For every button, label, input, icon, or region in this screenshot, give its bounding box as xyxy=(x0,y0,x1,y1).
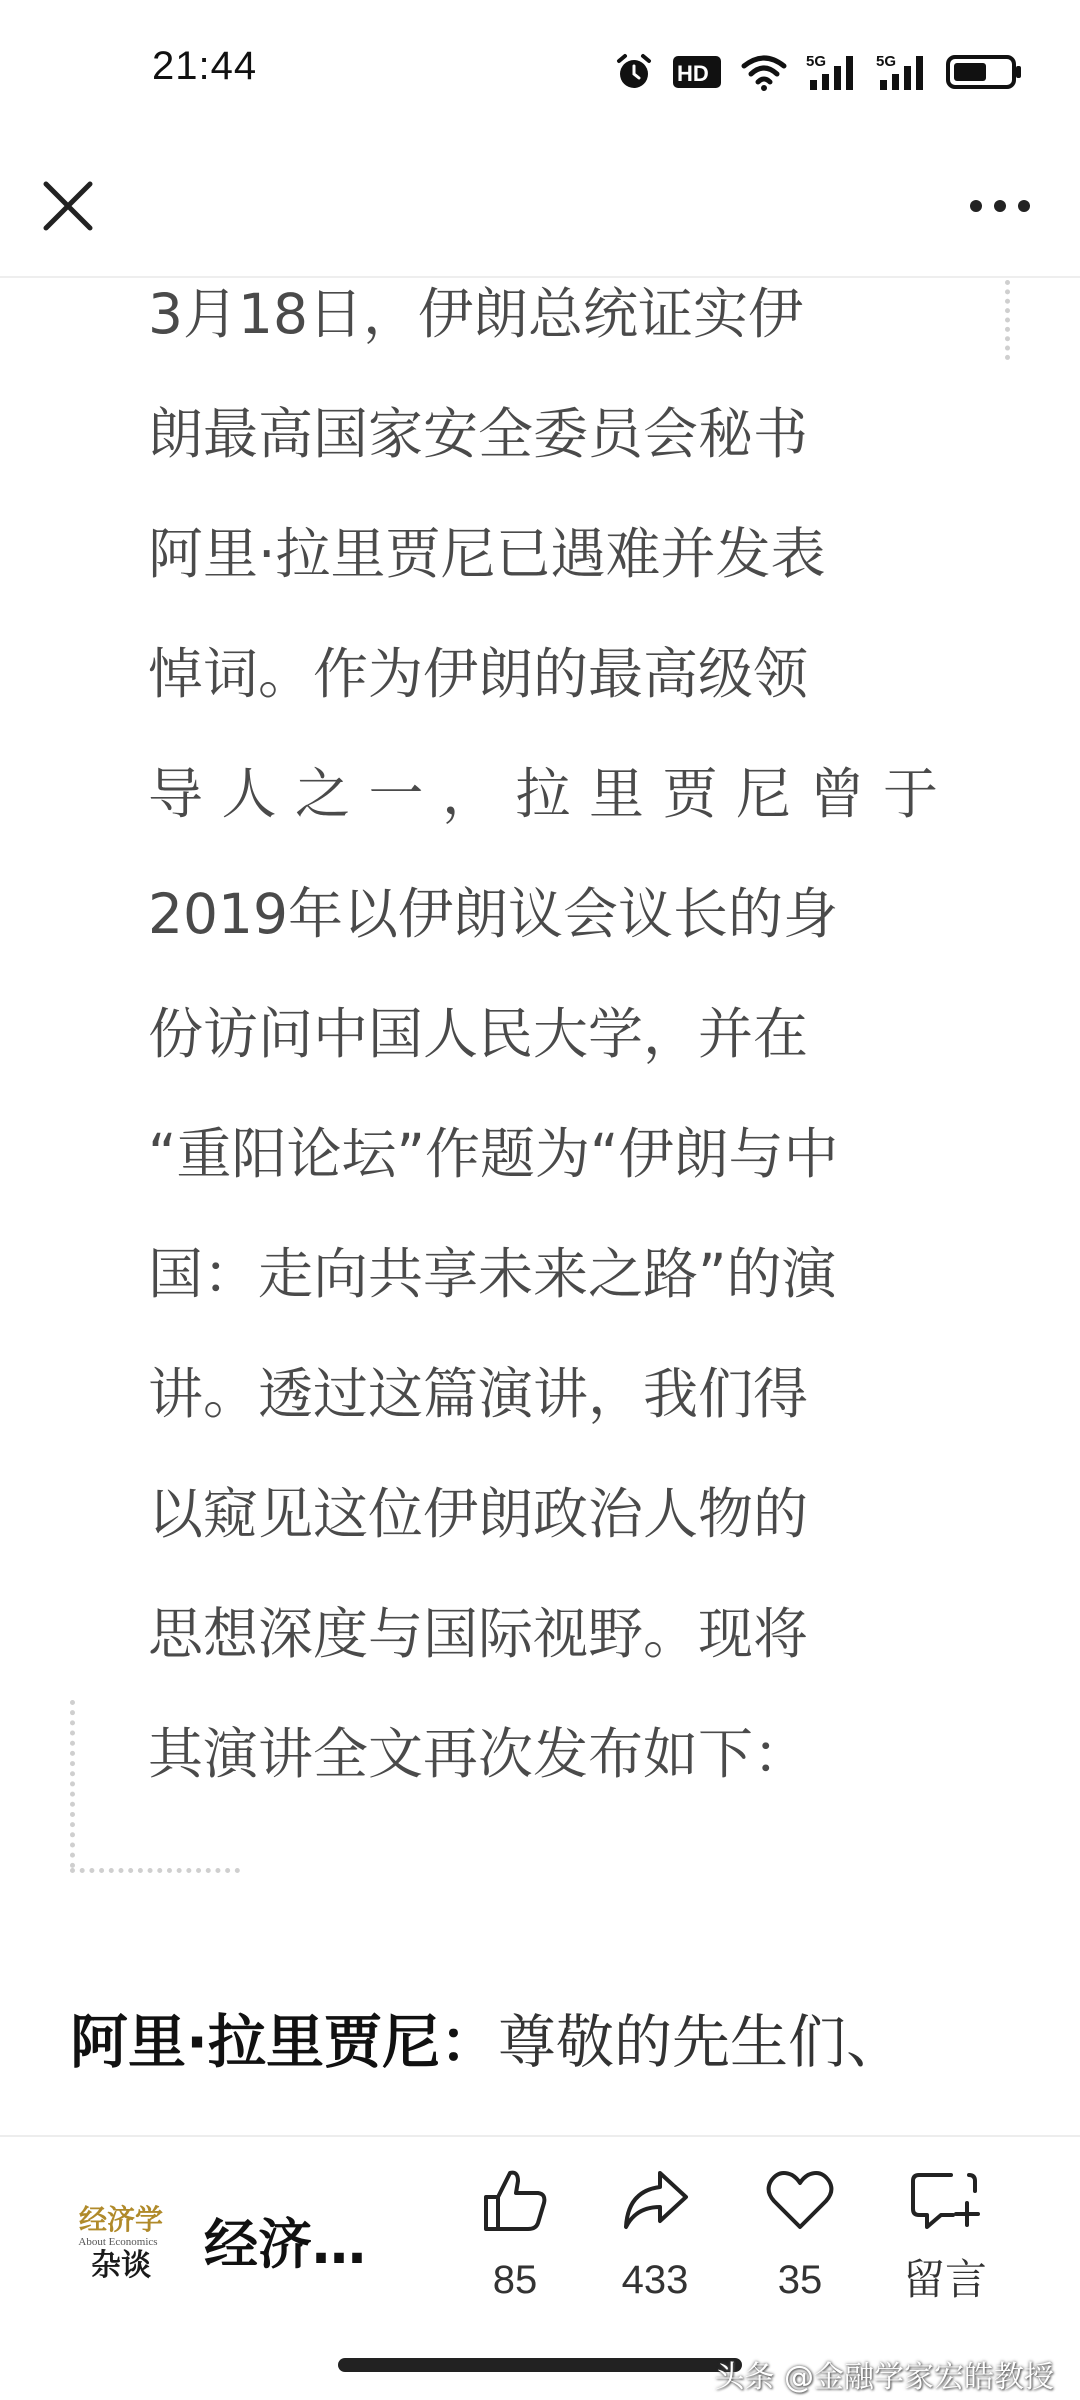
quote-line: 以窥见这位伊朗政治人物的 xyxy=(148,1482,809,1546)
heart-icon xyxy=(765,2167,835,2233)
speech-paragraph xyxy=(70,2007,1070,2077)
comment-icon xyxy=(907,2167,983,2233)
home-indicator[interactable] xyxy=(338,2358,742,2372)
quote-line: 讲。透过这篇演讲，我们得 xyxy=(148,1362,809,1426)
bottom-action-bar xyxy=(0,2135,1080,2345)
alarm-icon xyxy=(614,52,654,92)
hd-badge-text: HD xyxy=(677,61,709,86)
share-icon xyxy=(620,2167,690,2233)
logo-text-sub: About Economics xyxy=(78,2236,158,2248)
quote-border-decoration xyxy=(70,1868,240,1873)
editor-note-quote xyxy=(148,280,938,1840)
status-bar xyxy=(0,0,1080,150)
account-logo[interactable] xyxy=(76,2205,166,2295)
like-button[interactable] xyxy=(455,2167,575,2337)
speech-speaker: 阿里·拉里贾尼： xyxy=(70,2008,499,2076)
thumbs-up-icon xyxy=(480,2167,550,2233)
close-button[interactable] xyxy=(36,174,100,238)
quote-border-decoration xyxy=(1005,280,1010,360)
quote-line: 其演讲全文再次发布如下： xyxy=(148,1722,809,1786)
battery-icon xyxy=(946,54,1022,90)
quote-line: 思想深度与国际视野。现将 xyxy=(148,1602,809,1666)
comment-button[interactable] xyxy=(885,2167,1005,2337)
network-label-1: 5G xyxy=(806,53,827,70)
battery-fill xyxy=(954,63,986,81)
favorite-count: 35 xyxy=(777,2258,823,2302)
quote-border-decoration xyxy=(70,1700,75,1868)
more-options-button[interactable] xyxy=(960,174,1040,238)
status-icons xyxy=(614,48,1022,96)
quote-line: 2019年以伊朗议会议长的身 xyxy=(148,882,838,946)
logo-text-top: 经济学 xyxy=(78,2203,163,2236)
quote-line: 份访问中国人民大学，并在 xyxy=(148,1002,809,1066)
account-name[interactable]: 经济… xyxy=(204,2213,366,2276)
more-icon xyxy=(960,174,1040,238)
quote-line: 导人之一，拉里贾尼曾于 xyxy=(148,762,938,826)
quote-line: 悼词。作为伊朗的最高级领 xyxy=(148,642,809,706)
close-icon xyxy=(36,174,100,238)
watermark: 头条 @金融学家宏皓教授 xyxy=(714,2360,1054,2395)
like-count: 85 xyxy=(492,2258,538,2302)
article-body[interactable] xyxy=(0,280,1080,2135)
quote-line: 3月18日，伊朗总统证实伊 xyxy=(148,282,803,346)
share-count: 433 xyxy=(621,2258,689,2302)
quote-line: 国：走向共享未来之路”的演 xyxy=(148,1242,837,1306)
hd-voice-icon xyxy=(672,54,722,90)
top-bar xyxy=(0,150,1080,278)
quote-line: 朗最高国家安全委员会秘书 xyxy=(148,402,809,466)
logo-text-bottom: 杂谈 xyxy=(91,2248,151,2283)
favorite-button[interactable] xyxy=(740,2167,860,2337)
share-button[interactable] xyxy=(595,2167,715,2337)
comment-label: 留言 xyxy=(902,2255,987,2304)
signal-5g-icon xyxy=(876,52,928,92)
signal-5g-icon xyxy=(806,52,858,92)
status-time: 21:44 xyxy=(152,44,258,88)
quote-line: “重阳论坛”作题为“伊朗与中 xyxy=(148,1122,839,1186)
wifi-icon xyxy=(740,52,788,92)
quote-line: 阿里·拉里贾尼已遇难并发表 xyxy=(148,522,826,586)
speech-text: 尊敬的先生们、 xyxy=(498,2008,905,2076)
network-label-2: 5G xyxy=(876,53,897,70)
